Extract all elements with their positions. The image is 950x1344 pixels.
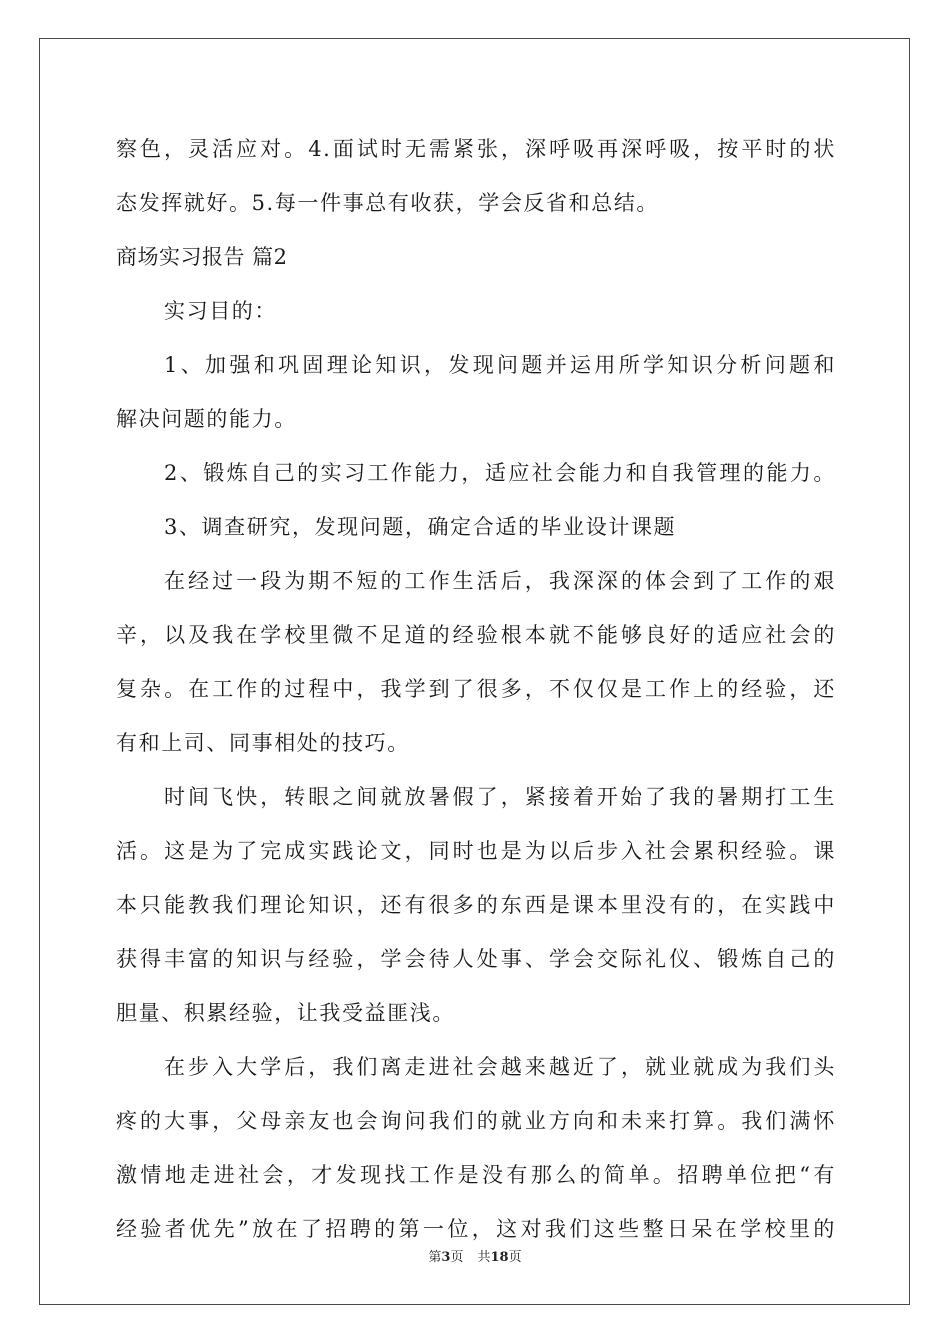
paragraph-line: 时间飞快，转眼之间就放暑假了，紧接着开始了我的暑期打工生 — [164, 785, 836, 809]
paragraph-line: 获得丰富的知识与经验，学会待人处事、学会交际礼仪、锻炼自己的 — [116, 947, 836, 971]
paragraph-line: 有和上司、同事相处的技巧。 — [116, 731, 410, 755]
paragraph-line: 察色，灵活应对。4.面试时无需紧张，深呼吸再深呼吸，按平时的状 — [116, 137, 836, 161]
paragraph-line: 活。这是为了完成实践论文，同时也是为以后步入社会累积经验。课 — [116, 839, 836, 863]
paragraph-line: 辛，以及我在学校里微不足道的经验根本就不能够良好的适应社会的 — [116, 623, 836, 647]
page-footer — [0, 1246, 950, 1265]
paragraph-line: 胆量、积累经验，让我受益匪浅。 — [116, 1001, 455, 1025]
total-suffix: 页 — [508, 1250, 522, 1265]
section-heading: 商场实习报告 篇2 — [116, 245, 288, 269]
paragraph-line: 复杂。在工作的过程中，我学到了很多，不仅仅是工作上的经验，还 — [116, 677, 836, 701]
page-number — [428, 1250, 463, 1265]
paragraph-line: 1、加强和巩固理论知识，发现问题并运用所学知识分析问题和 — [164, 353, 836, 377]
paragraph-line: 疼的大事，父母亲友也会询问我们的就业方向和未来打算。我们满怀 — [116, 1109, 836, 1133]
paragraph-line: 在经过一段为期不短的工作生活后，我深深的体会到了工作的艰 — [164, 569, 836, 593]
total-prefix: 共 — [477, 1250, 491, 1265]
paragraph-line: 3、调查研究，发现问题，确定合适的毕业设计课题 — [164, 515, 677, 539]
paragraph-line: 激情地走进社会，才发现找工作是没有那么的简单。招聘单位把“有 — [116, 1163, 836, 1187]
total-pages: 18 — [490, 1250, 509, 1265]
page-total — [477, 1250, 521, 1265]
paragraph-line: 本只能教我们理论知识，还有很多的东西是课本里没有的，在实践中 — [116, 893, 836, 917]
paragraph-line: 实习目的： — [164, 299, 277, 323]
document-body — [116, 122, 836, 1256]
paragraph-line: 在步入大学后，我们离走进社会越来越近了，就业就成为我们头 — [164, 1055, 836, 1079]
paragraph-line: 经验者优先”放在了招聘的第一位，这对我们这些整日呆在学校里的 — [116, 1217, 836, 1241]
current-page: 3 — [441, 1250, 451, 1265]
paragraph-line: 2、锻炼自己的实习工作能力，适应社会能力和自我管理的能力。 — [164, 461, 836, 485]
paragraph-line: 态发挥就好。5.每一件事总有收获，学会反省和总结。 — [116, 191, 660, 215]
page-suffix: 页 — [450, 1250, 464, 1265]
page-prefix: 第 — [428, 1250, 442, 1265]
paragraph-line: 解决问题的能力。 — [116, 407, 297, 431]
